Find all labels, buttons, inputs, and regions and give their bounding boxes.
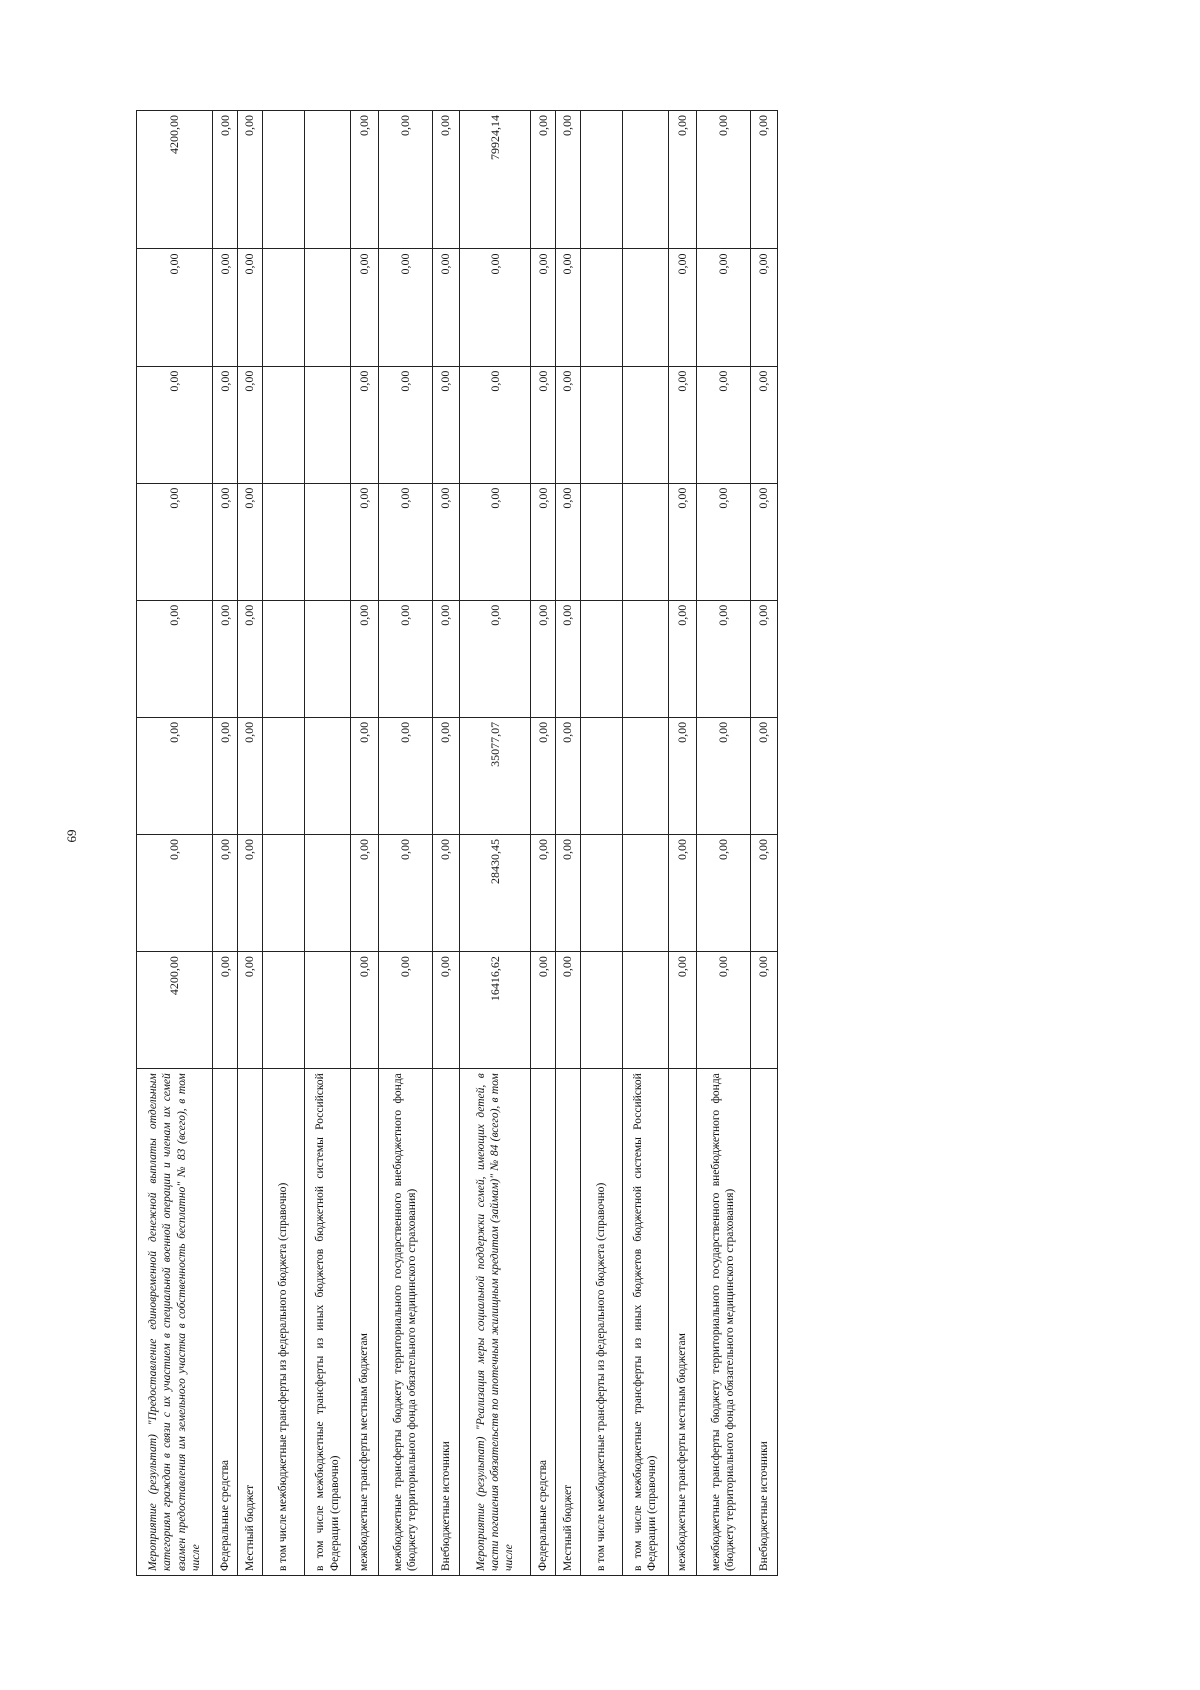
table-row xyxy=(622,111,669,1576)
value-cell: 0,00 xyxy=(238,111,263,249)
value-cell xyxy=(304,483,351,600)
value-cell: 79924,14 xyxy=(459,111,530,249)
value-cell xyxy=(262,111,304,249)
value-cell: 0,00 xyxy=(696,249,750,366)
page-number: 69 xyxy=(64,829,79,843)
value-cell: 0,00 xyxy=(459,600,530,717)
value-cell: 0,00 xyxy=(137,717,213,834)
row-label: межбюджетные трансферты местным бюджетам xyxy=(669,1069,696,1576)
value-cell: 0,00 xyxy=(556,952,581,1069)
value-cell xyxy=(580,952,622,1069)
value-cell: 0,00 xyxy=(137,366,213,483)
value-cell: 0,00 xyxy=(378,249,432,366)
value-cell: 0,00 xyxy=(213,366,238,483)
value-cell: 0,00 xyxy=(213,249,238,366)
value-cell: 0,00 xyxy=(238,366,263,483)
value-cell xyxy=(262,835,304,952)
value-cell: 0,00 xyxy=(137,483,213,600)
table-row xyxy=(580,111,622,1576)
value-cell: 4200,00 xyxy=(137,111,213,249)
value-cell: 0,00 xyxy=(750,483,777,600)
value-cell: 0,00 xyxy=(669,600,696,717)
value-cell: 0,00 xyxy=(750,952,777,1069)
row-label: межбюджетные трансферты бюджету территориального государственного внебюджетного фонда (бюджету территориального фонда обязательного медицинского страхования) xyxy=(378,1069,432,1576)
value-cell: 0,00 xyxy=(531,717,556,834)
value-cell: 0,00 xyxy=(669,366,696,483)
value-cell: 0,00 xyxy=(531,111,556,249)
value-cell: 0,00 xyxy=(351,835,378,952)
value-cell: 0,00 xyxy=(750,717,777,834)
row-label: Мероприятие (результат) "Реализация меры социальной поддержки семей, имеющих детей, в части погашения обязательств по ипотечным жилищным кредитам (займам)" № 84 (всего), в том числе xyxy=(459,1069,530,1576)
value-cell: 0,00 xyxy=(750,249,777,366)
value-cell xyxy=(580,835,622,952)
value-cell xyxy=(580,717,622,834)
value-cell: 0,00 xyxy=(556,111,581,249)
value-cell xyxy=(622,717,669,834)
value-cell xyxy=(304,952,351,1069)
value-cell: 0,00 xyxy=(213,952,238,1069)
value-cell xyxy=(580,483,622,600)
value-cell xyxy=(622,483,669,600)
row-label: Федеральные средства xyxy=(531,1069,556,1576)
rotated-page-content xyxy=(136,110,778,1576)
value-cell: 0,00 xyxy=(378,111,432,249)
value-cell: 0,00 xyxy=(351,483,378,600)
value-cell: 0,00 xyxy=(459,483,530,600)
row-label: в том числе межбюджетные трансферты из федерального бюджета (справочно) xyxy=(580,1069,622,1576)
table-row xyxy=(669,111,696,1576)
value-cell: 0,00 xyxy=(378,717,432,834)
value-cell: 0,00 xyxy=(750,366,777,483)
value-cell: 0,00 xyxy=(669,835,696,952)
table-row xyxy=(459,111,530,1576)
table-row xyxy=(432,111,459,1576)
value-cell xyxy=(580,366,622,483)
value-cell: 0,00 xyxy=(432,366,459,483)
value-cell: 0,00 xyxy=(696,366,750,483)
table-row xyxy=(556,111,581,1576)
value-cell: 0,00 xyxy=(696,835,750,952)
value-cell: 0,00 xyxy=(432,952,459,1069)
value-cell: 0,00 xyxy=(238,249,263,366)
table-row xyxy=(304,111,351,1576)
row-label: межбюджетные трансферты бюджету территориального государственного внебюджетного фонда (бюджету территориального фонда обязательного медицинского страхования) xyxy=(696,1069,750,1576)
row-label: в том числе межбюджетные трансферты из иных бюджетов бюджетной системы Российской Федерации (справочно) xyxy=(622,1069,669,1576)
value-cell: 0,00 xyxy=(531,952,556,1069)
value-cell xyxy=(622,366,669,483)
budget-table xyxy=(136,110,778,1576)
value-cell: 0,00 xyxy=(213,717,238,834)
value-cell xyxy=(304,600,351,717)
value-cell xyxy=(262,717,304,834)
value-cell: 0,00 xyxy=(531,249,556,366)
value-cell: 0,00 xyxy=(213,483,238,600)
value-cell: 0,00 xyxy=(750,835,777,952)
value-cell: 0,00 xyxy=(696,600,750,717)
value-cell xyxy=(622,835,669,952)
row-label: Внебюджетные источники xyxy=(750,1069,777,1576)
value-cell xyxy=(622,111,669,249)
value-cell: 0,00 xyxy=(432,835,459,952)
table-row xyxy=(750,111,777,1576)
value-cell: 0,00 xyxy=(351,111,378,249)
value-cell: 0,00 xyxy=(531,483,556,600)
row-label: Местный бюджет xyxy=(556,1069,581,1576)
value-cell: 0,00 xyxy=(378,600,432,717)
value-cell: 0,00 xyxy=(750,600,777,717)
value-cell: 0,00 xyxy=(459,366,530,483)
value-cell: 0,00 xyxy=(696,483,750,600)
value-cell xyxy=(262,366,304,483)
budget-table-container xyxy=(136,110,778,1576)
value-cell: 0,00 xyxy=(531,600,556,717)
value-cell: 0,00 xyxy=(238,717,263,834)
value-cell xyxy=(580,111,622,249)
value-cell: 0,00 xyxy=(556,600,581,717)
value-cell: 0,00 xyxy=(556,249,581,366)
row-label: в том числе межбюджетные трансферты из федерального бюджета (справочно) xyxy=(262,1069,304,1576)
value-cell: 0,00 xyxy=(432,249,459,366)
value-cell: 0,00 xyxy=(696,952,750,1069)
value-cell: 0,00 xyxy=(556,835,581,952)
value-cell: 0,00 xyxy=(213,835,238,952)
value-cell xyxy=(262,249,304,366)
value-cell: 0,00 xyxy=(669,111,696,249)
table-row xyxy=(238,111,263,1576)
value-cell: 0,00 xyxy=(556,717,581,834)
value-cell: 0,00 xyxy=(556,483,581,600)
value-cell: 0,00 xyxy=(137,600,213,717)
value-cell xyxy=(304,111,351,249)
value-cell: 0,00 xyxy=(750,111,777,249)
value-cell xyxy=(262,952,304,1069)
value-cell: 0,00 xyxy=(137,835,213,952)
value-cell: 0,00 xyxy=(669,249,696,366)
value-cell: 0,00 xyxy=(696,717,750,834)
value-cell: 35077,07 xyxy=(459,717,530,834)
value-cell: 0,00 xyxy=(669,717,696,834)
value-cell: 0,00 xyxy=(378,483,432,600)
value-cell: 0,00 xyxy=(351,600,378,717)
value-cell: 0,00 xyxy=(238,952,263,1069)
table-row xyxy=(351,111,378,1576)
value-cell: 0,00 xyxy=(459,249,530,366)
table-row xyxy=(531,111,556,1576)
value-cell: 0,00 xyxy=(378,952,432,1069)
value-cell: 0,00 xyxy=(238,600,263,717)
value-cell: 0,00 xyxy=(432,483,459,600)
value-cell: 0,00 xyxy=(432,111,459,249)
value-cell: 0,00 xyxy=(531,366,556,483)
table-row xyxy=(262,111,304,1576)
value-cell: 0,00 xyxy=(378,835,432,952)
value-cell: 0,00 xyxy=(351,952,378,1069)
value-cell: 0,00 xyxy=(238,483,263,600)
value-cell xyxy=(304,249,351,366)
row-label: межбюджетные трансферты местным бюджетам xyxy=(351,1069,378,1576)
row-label: Мероприятие (результат) "Предоставление единовременной денежной выплаты отдельным категориям граждан в связи с их участием в специальной военной операции и членам их семей взамен предоставления им земельного участка в собственность бесплатно" № 83 (всего), в том числе xyxy=(137,1069,213,1576)
table-body xyxy=(137,111,778,1576)
value-cell: 4200,00 xyxy=(137,952,213,1069)
value-cell: 0,00 xyxy=(213,600,238,717)
value-cell: 0,00 xyxy=(432,600,459,717)
table-row xyxy=(378,111,432,1576)
value-cell xyxy=(580,249,622,366)
table-row xyxy=(213,111,238,1576)
value-cell: 0,00 xyxy=(137,249,213,366)
value-cell xyxy=(304,366,351,483)
value-cell xyxy=(304,835,351,952)
value-cell xyxy=(622,952,669,1069)
value-cell: 0,00 xyxy=(556,366,581,483)
value-cell: 0,00 xyxy=(351,249,378,366)
value-cell: 0,00 xyxy=(696,111,750,249)
value-cell: 28430,45 xyxy=(459,835,530,952)
value-cell: 0,00 xyxy=(531,835,556,952)
row-label: в том числе межбюджетные трансферты из иных бюджетов бюджетной системы Российской Федерации (справочно) xyxy=(304,1069,351,1576)
value-cell xyxy=(262,600,304,717)
value-cell xyxy=(304,717,351,834)
value-cell: 16416,62 xyxy=(459,952,530,1069)
value-cell: 0,00 xyxy=(238,835,263,952)
value-cell: 0,00 xyxy=(669,952,696,1069)
value-cell xyxy=(622,249,669,366)
value-cell: 0,00 xyxy=(432,717,459,834)
value-cell: 0,00 xyxy=(351,366,378,483)
value-cell xyxy=(622,600,669,717)
value-cell: 0,00 xyxy=(213,111,238,249)
value-cell xyxy=(580,600,622,717)
row-label: Местный бюджет xyxy=(238,1069,263,1576)
value-cell: 0,00 xyxy=(351,717,378,834)
value-cell: 0,00 xyxy=(669,483,696,600)
row-label: Внебюджетные источники xyxy=(432,1069,459,1576)
value-cell xyxy=(262,483,304,600)
table-row xyxy=(696,111,750,1576)
table-row xyxy=(137,111,213,1576)
value-cell: 0,00 xyxy=(378,366,432,483)
row-label: Федеральные средства xyxy=(213,1069,238,1576)
